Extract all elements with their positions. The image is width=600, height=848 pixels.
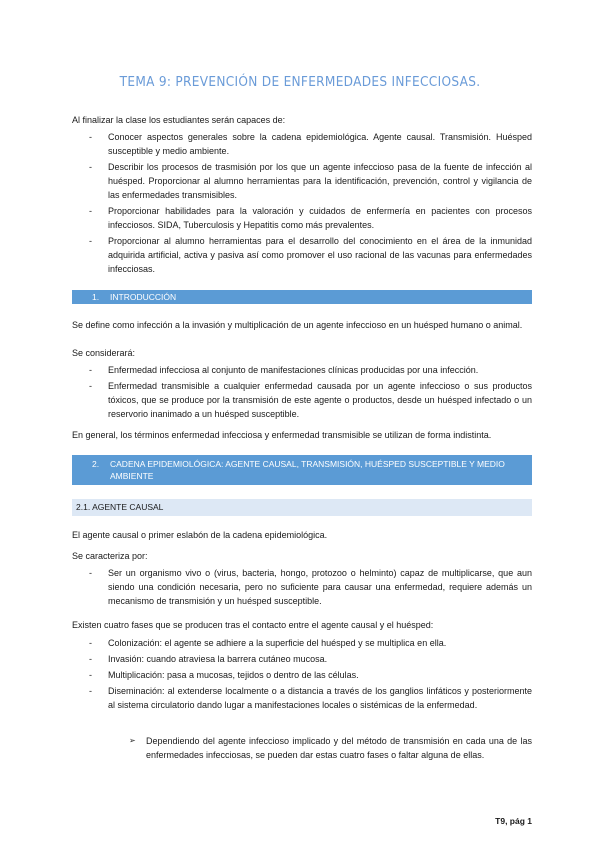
considers-list — [72, 363, 532, 423]
dash-bullet: - — [89, 132, 92, 142]
list-item: - Enfermedad transmisible a cualquier enfermedad causada por un agente infeccioso o sus productos tóxicos, que se produce por la transmisión de este agente o productos, desde un huésped infectado o un reservorio inanimado a un huésped susceptible. — [89, 381, 532, 419]
general-text: En general, los términos enfermedad infecciosa y enfermedad transmisible se utilizan de forma indistinta. — [72, 430, 492, 440]
dash-bullet: - — [89, 381, 92, 391]
list-item: - Proporcionar al alumno herramientas para el desarrollo del conocimiento en el área de la inmunidad adquirida artificial, activa y pasiva así como promover el uso racional de las vacunas para enfermedades infecciosas. — [89, 236, 532, 274]
definition-text: Se define como infección a la invasión y multiplicación de un agente infeccioso en un huésped humano o animal. — [72, 320, 523, 330]
dash-bullet: - — [89, 206, 92, 216]
list-item: - Enfermedad infecciosa al conjunto de manifestaciones clínicas producidas por una infección. — [89, 365, 479, 375]
section-heading-1: 1. INTRODUCCIÓN — [72, 290, 532, 304]
dash-bullet: - — [89, 654, 92, 664]
phases-intro: Existen cuatro fases que se producen tras el contacto entre el agente causal y el huésped: — [72, 620, 434, 630]
list-item: - Invasión: cuando atraviesa la barrera cutáneo mucosa. — [89, 654, 328, 664]
dash-bullet: - — [89, 568, 92, 578]
section-heading-2: 2. CADENA EPIDEMIOLÓGICA: AGENTE CAUSAL, TRANSMISIÓN, HUÉSPED SUSCEPTIBLE Y MEDIO AMBIENTE — [72, 455, 532, 485]
intro-text: Al finalizar la clase los estudiantes serán capaces de: — [72, 115, 286, 125]
dash-bullet: - — [89, 686, 92, 696]
phases-list — [72, 636, 532, 714]
dash-bullet: - — [89, 365, 92, 375]
list-item: - Multiplicación: pasa a mucosas, tejidos o dentro de las células. — [89, 670, 359, 680]
list-item: - Diseminación: al extenderse localmente o a distancia a través de los ganglios linfáticos y posteriormente al sistema circulatorio dando lugar a manifestaciones locales o sistémicas de la enfermedad. — [89, 686, 532, 710]
objectives-list — [72, 130, 532, 278]
list-item: - Describir los procesos de trasmisión por los que un agente infeccioso pasa de la fuente de infección al huésped. Proporcionar al alumno herramientas para la identificación, prevención, control y vigilancia de las enfermedades transmisibles. — [89, 162, 532, 200]
list-item: - Proporcionar habilidades para la valoración y cuidados de enfermería en pacientes con procesos infecciosos. SIDA, Tuberculosis y Hepatitis como más prevalentes. — [89, 206, 532, 230]
agent-text: El agente causal o primer eslabón de la cadena epidemiológica. — [72, 530, 328, 540]
list-item: - Conocer aspectos generales sobre la cadena epidemiológica. Agente causal. Transmisión. Huésped susceptible y medio ambiente. — [89, 132, 532, 156]
arrow-bullet-icon: ➢ — [129, 736, 136, 745]
document-title: TEMA 9: PREVENCIÓN DE ENFERMEDADES INFECCIOSAS. — [119, 74, 481, 90]
subsection-heading-2-1: 2.1. AGENTE CAUSAL — [72, 499, 532, 516]
dash-bullet: - — [89, 236, 92, 246]
sub-note-list — [72, 734, 532, 762]
dash-bullet: - — [89, 670, 92, 680]
dash-bullet: - — [89, 638, 92, 648]
consider-label: Se considerará: — [72, 348, 136, 358]
list-item: - Colonización: el agente se adhiere a la superficie del huésped y se multiplica en ella. — [89, 638, 447, 648]
characterized-label: Se caracteriza por: — [72, 551, 148, 561]
page-footer: T9, pág 1 — [495, 816, 532, 826]
list-item: - Ser un organismo vivo o (virus, bacteria, hongo, protozoo o helminto) capaz de multiplicarse, que aun siendo una condición necesaria, pero no suficiente para causar una enfermedad, requiere además un mecanismo de transmisión y un huésped susceptible. — [89, 568, 532, 606]
list-item: ➢ Dependiendo del agente infeccioso implicado y del método de transmisión en cada una de las enfermedades infecciosas, se pueden dar estas cuatro fases o faltar alguna de ellas. — [129, 736, 532, 760]
dash-bullet: - — [89, 162, 92, 172]
characteristics-list — [72, 566, 532, 610]
